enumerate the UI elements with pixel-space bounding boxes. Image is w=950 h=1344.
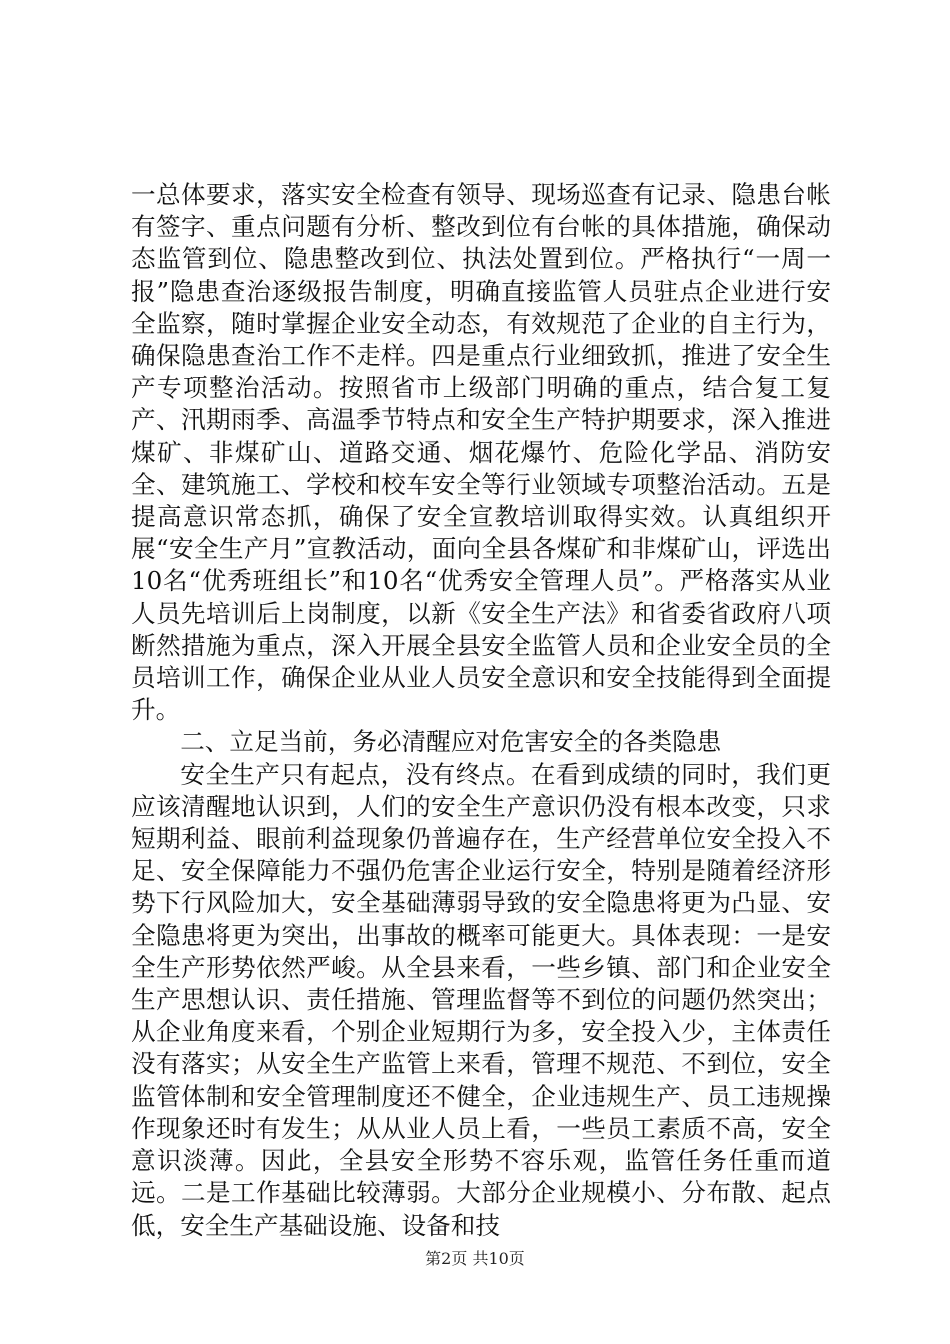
paragraph-continued: 一总体要求，落实安全检查有领导、现场巡查有记录、隐患台帐有签字、重点问题有分析、整改到位有台帐的具体措施，确保动态监管到位、隐患整改到位、执法处置到位。严格执行“一周一报”隐患查治逐级报告制度，明确直接监管人员驻点企业进行安全监察，随时掌握企业安全动态，有效规范了企业的自主行为，确保隐患查治工作不走样。四是重点行业细致抓，推进了安全生产专项整治活动。按照省市上级部门明确的重点，结合复工复产、汛期雨季、高温季节特点和安全生产特护期要求，深入推进煤矿、非煤矿山、道路交通、烟花爆竹、危险化学品、消防安全、建筑施工、学校和校车安全等行业领域专项整治活动。五是提高意识常态抓，确保了安全宣教培训取得实效。认真组织开展“安全生产月”宣教活动，面向全县各煤矿和非煤矿山，评选出10名“优秀班组长”和10名“优秀安全管理人员”。严格落实从业人员先培训后上岗制度，以新《安全生产法》和省委省政府八项断然措施为重点，深入开展全县安全监管人员和企业安全员的全员培训工作，确保企业从业人员安全意识和安全技能得到全面提升。 (131, 180, 831, 725)
section-heading: 二、立足当前，务必清醒应对危害安全的各类隐患 (180, 727, 722, 757)
paragraph: 安全生产只有起点，没有终点。在看到成绩的同时，我们更应该清醒地认识到，人们的安全生产意识仍没有根本改变，只求短期利益、眼前利益现象仍普遍存在，生产经营单位安全投入不足、安全保障能力不强仍危害企业运行安全，特别是随着经济形势下行风险加大，安全基础薄弱导致的安全隐患将更为凸显、安全隐患将更为突出，出事故的概率可能更大。具体表现：一是安全生产形势依然严峻。从全县来看，一些乡镇、部门和企业安全生产思想认识、责任措施、管理监督等不到位的问题仍然突出；从企业角度来看，个别企业短期行为多，安全投入少，主体责任没有落实；从安全生产监管上来看，管理不规范、不到位，安全监管体制和安全管理制度还不健全，企业违规生产、员工违规操作现象还时有发生；从从业人员上看，一些员工素质不高，安全意识淡薄。因此，全县安全形势不容乐观，监管任务任重而道远。二是工作基础比较薄弱。大部分企业规模小、分布散、起点低，安全生产基础设施、设备和技 (131, 759, 831, 1240)
document-body (131, 179, 831, 1242)
page-number: 第2页 共10页 (425, 1249, 525, 1268)
